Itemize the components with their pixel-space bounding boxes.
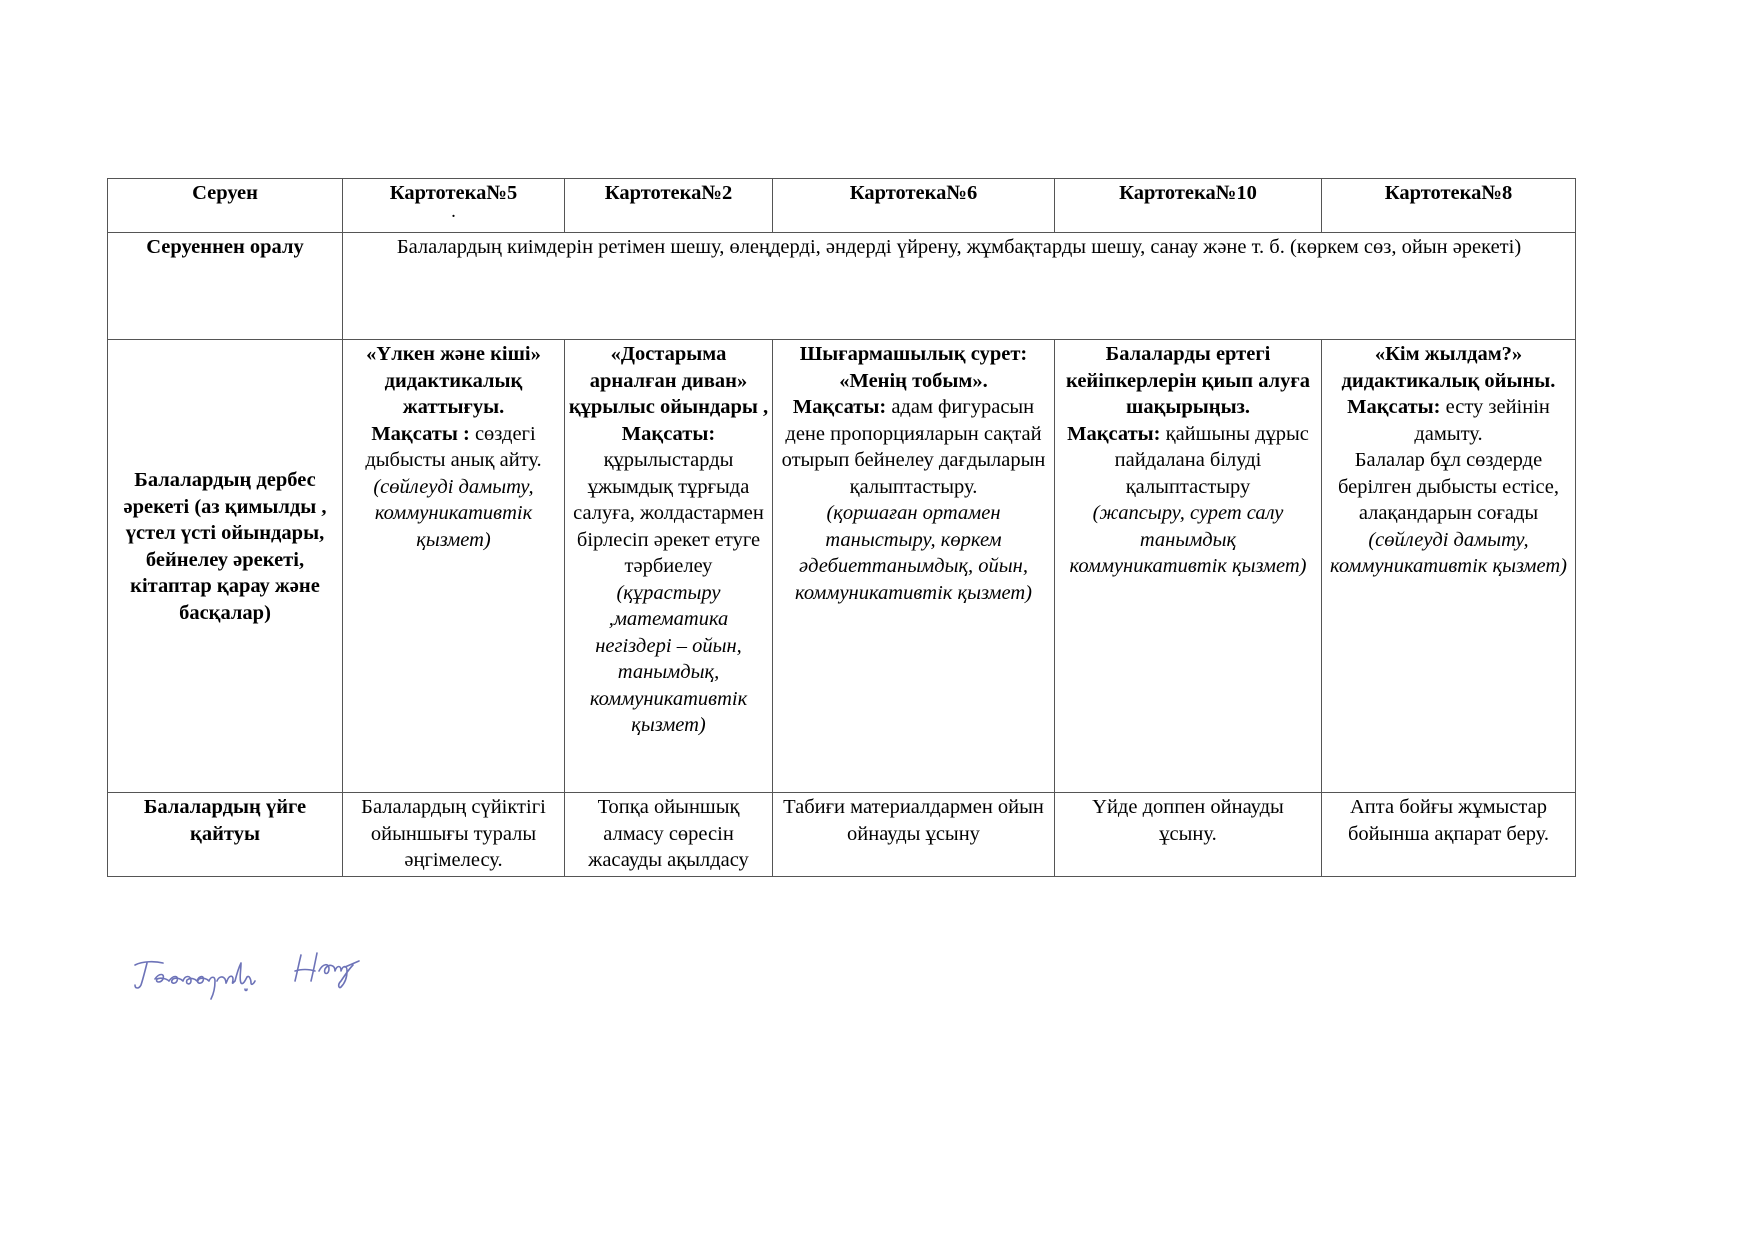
activity-5-goal-text: есту зейінін дамыту. [1414,396,1550,445]
activity-4-title: Балаларды ертегі кейіпкерлерін қиып алуға шақырыңыз. [1066,343,1310,418]
card-index-header-3: Картотека№6 [773,179,1055,233]
activity-1-goal-label: Мақсаты : [371,422,470,445]
activity-1-goal [365,423,541,472]
going-home-row [108,793,1576,877]
handwritten-signature [133,945,393,1005]
activity-1-note: (сөйлеуді дамыту, коммуникативтік қызмет) [373,475,534,551]
card-index-header-1 [343,179,565,233]
activity-3-note: (қоршаған ортамен таныстыру, көркем әдебиеттанымдық, ойын, коммуникативтік қызмет) [795,502,1032,604]
activity-cell-4 [1055,340,1322,793]
activity-2-note: (құрастыру ,математика негіздері – ойын, танымдық, коммуникативтік қызмет) [589,581,748,736]
activity-3-goal-text: адам фигурасын дене пропорцияларын сақтай отырып бейнелеу дағдыларын қалыптастыру. [781,396,1046,498]
activity-3-title: Шығармашылық сурет: «Менің тобым». [799,343,1028,392]
activity-cell-2 [565,340,773,793]
card-index-header-1-dot: . [451,205,456,221]
going-home-cell-2: Топқа ойыншық алмасу сөресін жасауды ақылдасу [565,793,773,877]
return-from-walk-text: Балалардың киімдерін ретімен шешу, өлеңдерді, әндерді үйрену, жұмбақтарды шешу, санау және т. б. (көркем сөз, ойын әрекеті) [343,233,1576,340]
going-home-cell-1: Балалардың сүйіктігі ойыншығы туралы әңгімелесу. [343,793,565,877]
going-home-cell-4: Үйде доппен ойнауды ұсыну. [1055,793,1322,877]
card-index-header-4: Картотека№10 [1055,179,1322,233]
activity-cell-5 [1322,340,1576,793]
card-index-header-2: Картотека№2 [565,179,773,233]
daily-plan-table [107,178,1576,877]
going-home-label: Балалардың үйге қайтуы [108,793,343,877]
independent-activity-label: Балалардың дербес әрекеті (аз қимылды , үстел үсті ойындары, бейнелеу әрекеті, кітаптар қарау және басқалар) [108,340,343,793]
activity-1-title: «Үлкен және кіші» дидактикалық жаттығуы. [366,343,541,418]
card-index-header-1-text: Картотека№5 [389,182,518,204]
activity-cell-3 [773,340,1055,793]
activity-5-extra: Балалар бұл сөздерде берілген дыбысты естісе, алақандарын соғады [1337,449,1560,524]
activity-5-title: «Кім жылдам?» дидактикалық ойыны. [1341,343,1556,392]
going-home-cell-5: Апта бойғы жұмыстар бойынша ақпарат беру. [1322,793,1576,877]
activity-4-goal [1067,423,1309,498]
activity-3-goal [782,396,1046,498]
activity-4-note: (жапсыру, сурет салу танымдық коммуникативтік қызмет) [1069,502,1307,577]
activity-2-goal-text: құрылыстарды ұжымдық тұрғыда салуға, жолдастармен бірлесіп әрекет етуге тәрбиелеу [573,449,764,577]
independent-activity-row [108,340,1576,793]
table-header-row [108,179,1576,233]
going-home-cell-3: Табиғи материалдармен ойын ойнауды ұсыну [773,793,1055,877]
activity-4-goal-text: қайшыны дұрыс пайдалана білуді қалыптастыру [1114,422,1309,498]
activity-1-goal-text: сөздегі дыбысты анық айту. [365,422,542,471]
activity-5-note: (сөйлеуді дамыту, коммуникативтік қызмет) [1330,528,1567,577]
return-from-walk-label: Серуеннен оралу [108,233,343,340]
card-index-header-5: Картотека№8 [1322,179,1576,233]
activity-4-goal-label: Мақсаты: [1067,422,1161,445]
activity-2-title: «Достарыма арналған диван» құрылыс ойындары , [568,343,769,418]
activity-3-goal-label: Мақсаты: [792,396,887,418]
activity-2-goal-label: Мақсаты: [621,422,716,445]
activity-5-goal [1347,396,1550,445]
walk-label: Серуен [108,179,343,233]
return-from-walk-row [108,233,1576,340]
activity-cell-1 [343,340,565,793]
activity-5-goal-label: Мақсаты: [1347,396,1441,418]
